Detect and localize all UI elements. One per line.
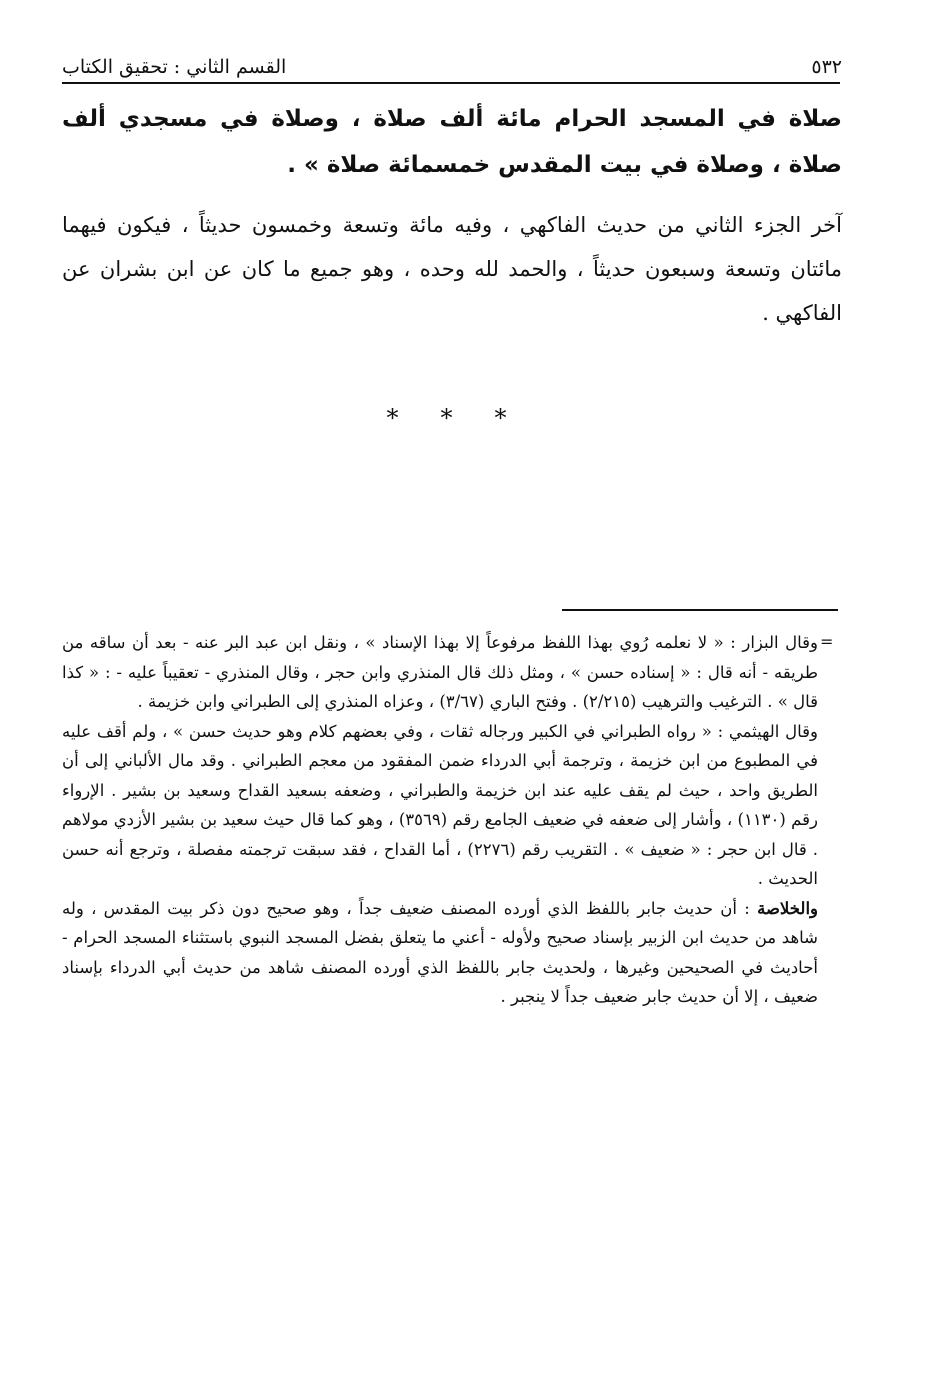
header-rule	[62, 82, 840, 84]
hadith-quote: صلاة في المسجد الحرام مائة ألف صلاة ، وصلاة في مسجدي ألف صلاة ، وصلاة في بيت المقدس خمسمائة صلاة » .	[62, 106, 842, 178]
conclusion-lead: والخلاصة	[757, 898, 818, 918]
running-title: القسم الثاني : تحقيق الكتاب	[62, 56, 287, 78]
footnote-paragraph: وقال البزار : « لا نعلمه رُوي بهذا اللفظ مرفوعاً إلا بهذا الإسناد » ، ونقل ابن عبد البر عنه - بعد أن ساقه من طريقه - أنه قال : « إسناده حسن » ، ومثل ذلك قال المنذري وابن حجر ، وقال المنذري - تعقيباً عليه - : « كذا قال » . الترغيب والترهيب (٢/٢١٥) . وفتح الباري (٣/٦٧) ، وعزاه المنذري إلى الطبراني وابن خزيمة .	[62, 633, 818, 711]
section-separator: ***	[386, 404, 549, 432]
footnote-continuation-marker: =	[820, 632, 834, 651]
footnotes	[62, 628, 818, 1012]
footnote-conclusion	[62, 894, 818, 1012]
footnote-paragraph: وقال الهيثمي : « رواه الطبراني في الكبير ورجاله ثقات ، وفي بعضهم كلام وهو حديث حسن » ، ولم أقف عليه في المطبوع من ابن خزيمة ، وترجمة أبي الدرداء ضمن المفقود من معجم الطبراني . وقد مال الألباني إلى أن الطريق واحد ، حيث لم يقف عليه عند ابن خزيمة والطبراني ، وضعفه بسعيد القداح وسعيد بن بشير . الإرواء رقم (١١٣٠) ، وأشار إلى ضعفه في ضعيف الجامع رقم (٣٥٦٩) ، وهو كما قال حيث سعيد بن بشير الأزدي مولاهم . قال ابن حجر : « ضعيف » . التقريب رقم (٢٢٧٦) ، أما القداح ، فقد سبقت ترجمته مفصلة ، وترجع أنه حسن الحديث .	[62, 721, 818, 888]
conclusion-text: : أن حديث جابر باللفظ الذي أورده المصنف ضعيف جداً ، وهو صحيح دون ذكر بيت المقدس ، وله شاهد من حديث ابن الزبير بإسناد صحيح ولأوله - أعني ما يتعلق بفضل المسجد النبوي باستثناء المسجد الحرام - أحاديث في الصحيحين وغيرها ، ولحديث جابر باللفظ الذي أورده المصنف شاهد من حديث أبي الدرداء بإسناد ضعيف ، إلا أن حديث جابر ضعيف جداً لا ينجبر .	[62, 898, 818, 1006]
colophon-paragraph: آخر الجزء الثاني من حديث الفاكهي ، وفيه مائة وتسعة وخمسون حديثاً ، فيكون فيهما مائتان وتسعة وسبعون حديثاً ، والحمد لله وحده ، وهو جميع ما كان عن ابن بشران عن الفاكهي .	[62, 213, 842, 325]
page-number: ٥٣٢	[811, 56, 842, 78]
page-header	[62, 40, 842, 78]
footnote-rule	[562, 609, 838, 611]
